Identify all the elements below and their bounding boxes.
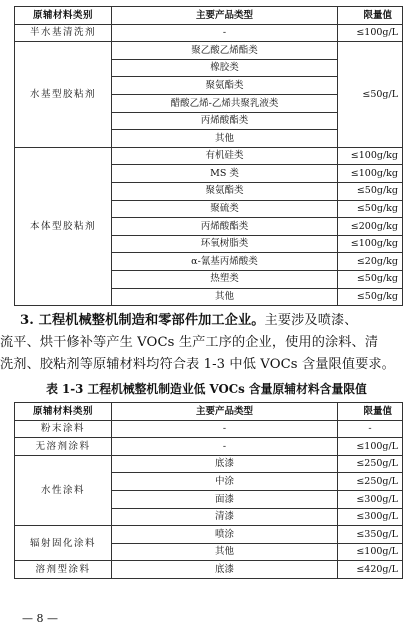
table-row	[15, 561, 403, 579]
paragraph-lead: 3. 工程机械整机制造和零部件加工企业。	[20, 313, 265, 328]
table-row	[15, 438, 403, 456]
table-row	[15, 147, 403, 165]
product-cell: 环氧树脂类	[112, 235, 338, 253]
header-limit: 限量值	[338, 403, 403, 421]
product-cell: 其他	[112, 543, 338, 561]
table-row	[15, 455, 403, 473]
paragraph-line1-rest: 主要涉及喷漆、	[264, 313, 358, 328]
paragraph-line2: 流平、烘干修补等产生 VOCs 生产工序的企业，使用的涂料、清	[0, 335, 379, 350]
product-cell: 底漆	[112, 455, 338, 473]
product-cell: 橡胶类	[112, 59, 338, 77]
table-header-row	[15, 403, 403, 421]
limit-cell: ≤100g/kg	[338, 235, 403, 253]
limit-cell: ≤20g/kg	[338, 253, 403, 271]
table-row	[15, 526, 403, 544]
limit-cell: ≤100g/L	[338, 24, 403, 42]
limit-cell: ≤100g/kg	[338, 165, 403, 183]
table-2	[14, 402, 403, 579]
limit-cell: ≤100g/kg	[338, 147, 403, 165]
limit-cell: ≤420g/L	[338, 561, 403, 579]
category-cell: 粉末涂料	[15, 420, 112, 438]
category-cell: 无溶剂涂料	[15, 438, 112, 456]
header-category: 原辅材料类别	[15, 7, 112, 25]
product-cell: 底漆	[112, 561, 338, 579]
category-cell: 水性涂料	[15, 455, 112, 525]
header-product: 主要产品类型	[112, 403, 338, 421]
product-cell: 醋酸乙烯-乙烯共聚乳液类	[112, 94, 338, 112]
product-cell: 喷涂	[112, 526, 338, 544]
limit-cell: ≤250g/L	[338, 455, 403, 473]
product-cell: 面漆	[112, 490, 338, 508]
limit-cell: ≤350g/L	[338, 526, 403, 544]
page-number: — 8 —	[22, 612, 58, 625]
header-product: 主要产品类型	[112, 7, 338, 25]
header-limit: 限量值	[338, 7, 403, 25]
product-cell: 热塑类	[112, 270, 338, 288]
category-cell: 溶剂型涂料	[15, 561, 112, 579]
limit-cell: ≤50g/kg	[338, 182, 403, 200]
limit-cell: ≤50g/kg	[338, 270, 403, 288]
product-cell: -	[112, 24, 338, 42]
limit-cell: ≤50g/L	[338, 42, 403, 148]
product-cell: 聚硫类	[112, 200, 338, 218]
table-caption: 表 1-3 工程机械整机制造业低 VOCs 含量原辅材料含量限值	[46, 382, 367, 396]
category-cell: 本体型胶粘剂	[15, 147, 112, 305]
category-cell: 半水基清洗剂	[15, 24, 112, 42]
table-row	[15, 24, 403, 42]
limit-cell: -	[338, 420, 403, 438]
product-cell: 聚乙酸乙烯酯类	[112, 42, 338, 60]
limit-cell: ≤250g/L	[338, 473, 403, 491]
limit-cell: ≤50g/kg	[338, 200, 403, 218]
table-row	[15, 420, 403, 438]
table-header-row	[15, 7, 403, 25]
product-cell: 聚氨酯类	[112, 182, 338, 200]
body-paragraph	[0, 310, 405, 376]
category-cell: 辐射固化涂料	[15, 526, 112, 561]
paragraph-line3: 洗剂、胶粘剂等原辅材料均符合表 1-3 中低 VOCs 含量限值要求。	[0, 357, 395, 372]
product-cell: -	[112, 420, 338, 438]
table-row	[15, 42, 403, 60]
paragraph-line	[20, 310, 405, 332]
header-category: 原辅材料类别	[15, 403, 112, 421]
product-cell: 其他	[112, 130, 338, 148]
product-cell: 有机硅类	[112, 147, 338, 165]
product-cell: 丙烯酸酯类	[112, 112, 338, 130]
product-cell: α-氰基丙烯酸类	[112, 253, 338, 271]
limit-cell: ≤300g/L	[338, 508, 403, 526]
limit-cell: ≤100g/L	[338, 438, 403, 456]
product-cell: MS 类	[112, 165, 338, 183]
table-1	[14, 6, 403, 306]
product-cell: 丙烯酸酯类	[112, 218, 338, 236]
product-cell: 其他	[112, 288, 338, 306]
product-cell: 聚氨酯类	[112, 77, 338, 95]
category-cell: 水基型胶粘剂	[15, 42, 112, 148]
product-cell: 清漆	[112, 508, 338, 526]
product-cell: 中涂	[112, 473, 338, 491]
product-cell: -	[112, 438, 338, 456]
limit-cell: ≤200g/kg	[338, 218, 403, 236]
limit-cell: ≤50g/kg	[338, 288, 403, 306]
limit-cell: ≤100g/L	[338, 543, 403, 561]
limit-cell: ≤300g/L	[338, 490, 403, 508]
